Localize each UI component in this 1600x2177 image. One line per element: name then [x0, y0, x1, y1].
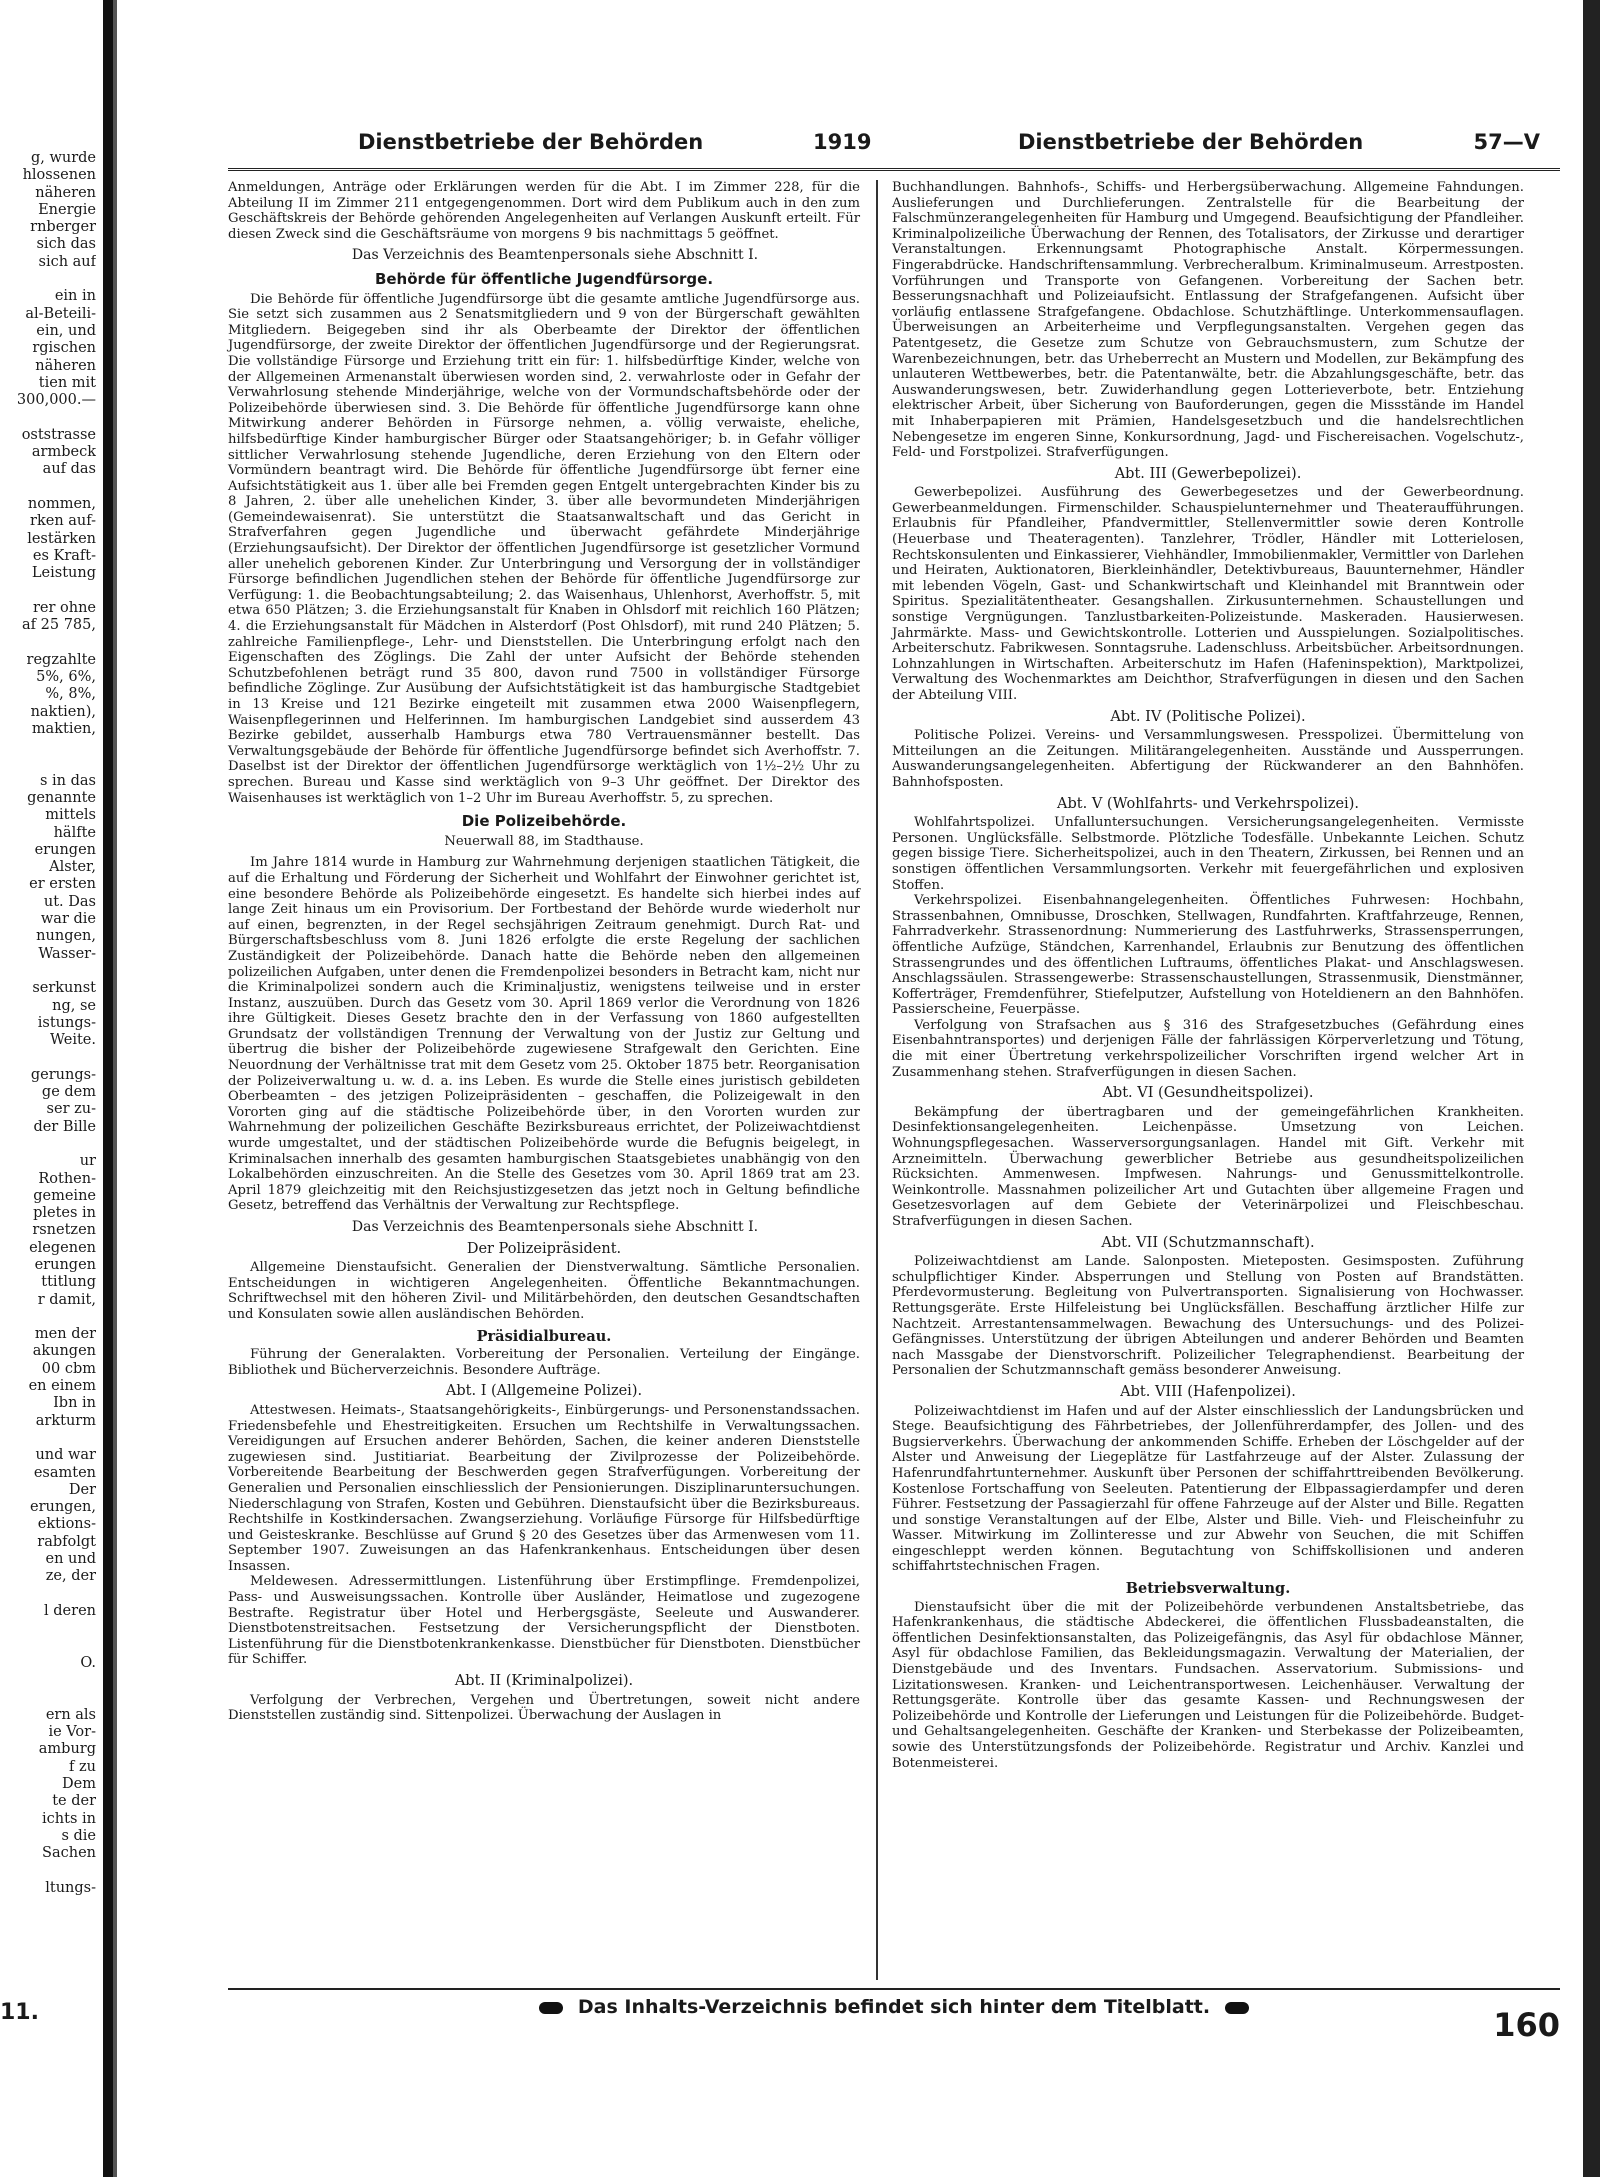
pointing-hand-icon	[539, 2002, 563, 2014]
fragment-line: r damit,	[37, 1291, 96, 1308]
adjacent-page-fragment	[0, 150, 96, 2020]
scan-edge-right	[1583, 0, 1600, 2177]
fragment-line: af 25 785,	[22, 617, 96, 634]
document-page	[228, 118, 1560, 2068]
fragment-line: Ibn in	[53, 1395, 96, 1412]
fragment-line: näheren	[35, 184, 96, 201]
fragment-line: ze, der	[45, 1568, 96, 1585]
fragment-line: Alster,	[49, 859, 96, 876]
paragraph: Die Behörde für öffentliche Jugendfürsorge übt die gesamte amtliche Jugendfürsorge aus. Sie setzt sich zusammen aus 2 Senatsmitgliedern und 9 von der Bürgerschaft gewählten Mitgliedern. Beigegeben sind ihr als Oberbeamte der Direktor der öffentlichen Jugendfürsorge, der zweite Direktor der öffentlichen Jugendfürsorge und der Regierungsrat. Die vollständige Fürsorge und Erziehung tritt ein für: 1. hilfsbedürftige Kinder, welche von der Allgemeinen Armenanstalt überwiesen worden sind, 2. verwahrloste oder in Gefahr der Verwahrlosung stehende Minderjährige, welche von der Vormundschaftsbehörde oder der Polizeibehörde überwiesen sind. 3. Die Behörde für öffentliche Jugendfürsorge kann ohne Mitwirkung anderer Behörden in Fürsorge nehmen, a. völlig verwaiste, eheliche, hilfsbedürftige Kinder hamburgischer Bürger oder Staatsangehöriger; b. in Gefahr völliger sittlicher Verwahrlosung stehende Jugendliche, deren Erziehung von den Eltern oder Vormündern beantragt wird. Die Behörde für öffentliche Jugendfürsorge übt ferner eine Aufsichtstätigkeit aus 1. über alle bei Fremden gegen Entgelt untergebrachten Kinder bis zu 8 Jahren, 2. über alle unehelichen Kinder, 3. über alle bevormundeten Minderjährigen (Gemeindewaisenrat). Sie unterstützt die Staatsanwaltschaft und das Gericht in Strafverfahren gegen Jugendliche und überwacht gefährdete Minderjährige (Erziehungsaufsicht). Der Direktor der öffentlichen Jugendfürsorge ist gesetzlicher Vormund aller unehelich geborenen Kinder. Zur Unterbringung und Versorgung der in vollständiger Fürsorge befindlichen Jugendlichen stehen der Behörde für öffentliche Jugendfürsorge zur Verfügung: 1. die Beobachtungsabteilung; 2. das Waisenhaus, Uhlenhorst, Averhoffstr. 5, mit etwa 650 Plätzen; 3. die Erziehungsanstalt für Knaben in Ohlsdorf mit reichlich 160 Plätzen; 4. die Erziehungsanstalt für Mädchen in Alsterdorf (Post Ohlsdorf), mit rund 240 Plätzen; 5. zahlreiche Familienpflege-, Lehr- und Dienststellen. Die Unterbringung erfolgt nach den Eigenschaften des Zöglings. Die Zahl der unter Aufsicht der Behörde stehenden Schutzbefohlenen beträgt rund 35 800, davon rund 7500 in vollständiger Fürsorge befindliche Zöglinge. Zur Ausübung der Aufsichtstätigkeit ist das hamburgische Stadtgebiet in 13 Kreise und 121 Bezirke eingeteilt mit zusammen etwa 2000 Waisenpflegern, Waisenpflegerinnen und Helferinnen. Im hamburgischen Landgebiet sind ausserdem 43 Bezirke gebildet, ausserhalb Hamburgs etwa 780 Vertrauensmänner bestellt. Das Verwaltungsgebäude der Behörde für öffentliche Jugendfürsorge befindet sich Averhoffstr. 7. Daselbst ist der Direktor der öffentlichen Jugendfürsorge werktäglich von 1½–2½ Uhr zu sprechen. Bureau und Kasse sind werktäglich von 9–3 Uhr geöffnet. Der Direktor des Waisenhauses ist werktäglich von 1–2 Uhr im Bureau Averhoffstr. 5, zu sprechen.	[228, 291, 860, 806]
fragment-line	[0, 1309, 96, 1326]
fragment-line: ektions-	[37, 1516, 96, 1533]
paragraph: Dienstaufsicht über die mit der Polizeibehörde verbundenen Anstaltsbetriebe, das Hafenkrankenhaus, die städtische Abdeckerei, die öffentlichen Flussbadeanstalten, die öffentlichen Desinfektionsanstalten, das Polizeigefängnis, das Asyl für obdachlose Männer, Asyl für obdachlose Familien, das Bekleidungsmagazin. Verwaltung der Materialien, der Dienstgebäude und des Inventars. Fundsachen. Asservatorium. Submissions- und Lizitationswesen. Kranken- und Leichentransportwesen. Leichenhäuser. Verwaltung der Rettungsgeräte. Kontrolle über das gesamte Kassen- und Rechnungswesen der Polizeibehörde und Kontrolle der Lieferungen und Leistungen für die Polizeibehörde. Budget- und Gehaltsangelegenheiten. Geschäfte der Kranken- und Sterbekasse der Polizeibeamten, sowie des Unterstützungsfonds der Polizeibehörde. Registratur und Archiv. Kanzlei und Botenmeisterei.	[892, 1599, 1524, 1771]
fragment-line: en einem	[28, 1378, 96, 1395]
header-left-title: Dienstbetriebe der Behörden	[358, 130, 704, 154]
column-divider	[876, 180, 878, 1980]
fragment-line: arkturm	[35, 1412, 96, 1429]
fragment-line: Rothen-	[38, 1170, 96, 1187]
fragment-line: ge dem	[41, 1084, 96, 1101]
subsection-heading: Abt. II (Kriminalpolizei).	[454, 1673, 634, 1690]
fragment-line: rer ohne	[32, 599, 96, 616]
fragment-line: men der	[34, 1326, 96, 1343]
fragment-line: der Bille	[33, 1118, 96, 1135]
fragment-line: 5%, 6%,	[36, 668, 96, 685]
fragment-line	[0, 1586, 96, 1603]
fragment-line: te der	[52, 1793, 96, 1810]
fragment-line	[0, 1430, 96, 1447]
fragment-line: gerungs-	[30, 1066, 96, 1083]
fragment-line: elegenen	[29, 1239, 96, 1256]
fragment-line: hlossenen	[22, 167, 96, 184]
right-column	[892, 180, 1524, 1771]
fragment-line: ur	[79, 1153, 96, 1170]
fragment-line: ut. Das	[43, 893, 96, 910]
fragment-line	[0, 1049, 96, 1066]
footer-note	[228, 1996, 1560, 2018]
header-page-number: 57—V	[1473, 130, 1540, 154]
subsection-heading: Abt. V (Wohlfahrts- und Verkehrspolizei).	[1057, 795, 1359, 812]
reference-note: Das Verzeichnis des Beamtenpersonals siehe Abschnitt I.	[351, 1219, 759, 1235]
fragment-line: rabfolgt	[37, 1533, 96, 1550]
subsection-heading: Abt. I (Allgemeine Polizei).	[445, 1383, 643, 1400]
fragment-line: rnberger	[30, 219, 96, 236]
fragment-line: ttitlung	[41, 1274, 96, 1291]
page-header	[228, 130, 1560, 166]
footer-rule	[228, 1988, 1560, 1990]
fragment-line: Der	[68, 1481, 96, 1498]
section-heading: Behörde für öffentliche Jugendfürsorge.	[374, 269, 714, 288]
fragment-line: Leistung	[31, 565, 96, 582]
fragment-line: rsnetzen	[32, 1222, 96, 1239]
header-year: 1919	[813, 130, 872, 154]
paragraph: Wohlfahrtspolizei. Unfalluntersuchungen. Versicherungsangelegenheiten. Vermisste Personen. Unglücksfälle. Selbstmorde. Plötzliche Todesfälle. Unbekannte Leichen. Schutz gegen bissige Tiere. Sicherheitspolizei, auch in den Theatern, Zirkussen, bei Rennen und an sonstigen öffentlichen Versammlungsorten. Verkehr mit feuergefährlichen und explosiven Stoffen.	[892, 815, 1524, 893]
fragment-line: mittels	[45, 807, 96, 824]
paragraph: Führung der Generalakten. Vorbereitung der Personalien. Verteilung der Eingänge. Bibliothek und Bücherverzeichnis. Besondere Aufträge.	[228, 1347, 860, 1378]
fragment-line: amburg	[38, 1741, 96, 1758]
section-heading: Die Polizeibehörde.	[461, 812, 627, 831]
fragment-line	[0, 634, 96, 651]
fragment-line	[0, 409, 96, 426]
fragment-line: s in das	[39, 772, 96, 789]
paragraph: Anmeldungen, Anträge oder Erklärungen werden für die Abt. I im Zimmer 228, für die Abteilung II im Zimmer 211 entgegengenommen. Dort wird dem Publikum auch in den zum Geschäftskreis der Behörde gehörenden Angelegenheiten auf Verlangen Auskunft erteilt. Für diesen Zweck sind die Geschäftsräume von morgens 9 bis nachmittags 5 geöffnet.	[228, 180, 860, 242]
fragment-line: und war	[35, 1447, 96, 1464]
fragment-line: tien mit	[38, 374, 96, 391]
fragment-line	[0, 755, 96, 772]
paragraph: Verkehrspolizei. Eisenbahnangelegenheiten. Öffentliches Fuhrwesen: Hochbahn, Strassenbahnen, Omnibusse, Droschken, Stellwagen, Rundfahrten. Kraftfahrzeuge, Rennen, Fahrradverkehr. Strassenordnung: Nummerierung des Lastfuhrwerks, Strassensperrungen, öffentliche Aufzüge, Ständchen, Karrenhandel, Erlaubnis zur Benutzung des öffentlichen Strassengrundes und des öffentlichen Luftraums, öffentliches Plakat- und Anschlagswesen. Anschlagssäulen. Strassengewerbe: Strassenschaustellungen, Strassenmusik, Dienstmänner, Kofferträger, Fremdenführer, Stiefelputzer, Aufstellung von Hoteldienern an den Bahnhöfen. Passierscheine, Feuerpässe.	[892, 893, 1524, 1018]
fragment-line: es Kraft-	[32, 547, 96, 564]
fragment-line: s die	[61, 1827, 96, 1844]
paragraph: Buchhandlungen. Bahnhofs-, Schiffs- und Herbergsüberwachung. Allgemeine Fahndungen. Auslieferungen und Durchlieferungen. Zentralstelle für die Bearbeitung der Falschmünzerangelegenheiten für Hamburg und Umgegend. Beaufsichtigung der Pfandleiher. Kriminalpolizeiliche Überwachung der Rennen, des Totalisators, der Zirkusse und derartiger Veranstaltungen. Erkennungsamt Photographische Anstalt. Körpermessungen. Fingerabdrücke. Handschriftensammlung. Verbrecheralbum. Kriminalmuseum. Arrestposten. Vorführungen und Transporte von Gefangenen. Vorbereitung der Sachen betr. Besserungsnachhaft und Polizeiaufsicht. Entlassung der Strafgefangenen. Aufsicht über vorläufig entlassene Strafgefangene. Obdachlose. Schutzhäftlinge. Unterkommensauflagen. Überweisungen an Arbeiterheime und Verpflegungsanstalten. Vergehen gegen das Patentgesetz, die Gesetze zum Schutze von Gebrauchsmustern, zum Schutze der Warenbezeichnungen, betr. das Urheberrecht an Mustern und Modellen, zur Bekämpfung des unlauteren Wettbewerbes, betr. die Patentanwälte, betr. die Abzahlungsgeschäfte, betr. das Auswanderungswesen, betr. Zuwiderhandlung gegen Lotterieverbote, betr. Entziehung elektrischer Arbeit, über Sicherung von Bauforderungen, gegen die Missstände im Handel mit Inhaberpapieren mit Prämien, Handelsgesetzbuch und die handelsrechtlichen Nebengesetze im engeren Sinne, Konkursordnung, Jagd- und Fischereisachen. Vogelschutz-, Feld- und Forstpolizei. Strafverfügungen.	[892, 180, 1524, 461]
fragment-line: armbeck	[31, 444, 96, 461]
footer-text: Das Inhalts-Verzeichnis befindet sich hinter dem Titelblatt.	[577, 1996, 1211, 2018]
fragment-line: ein, und	[36, 322, 96, 339]
subsection-heading: Abt. VII (Schutzmannschaft).	[1101, 1234, 1315, 1251]
paragraph: Gewerbepolizei. Ausführung des Gewerbegesetzes und der Gewerbeordnung. Gewerbeanmeldungen. Firmenschilder. Schauspielunternehmer und Theateraufführungen. Erlaubnis für Pfandleiher, Pfandvermittler, Stellenvermittler sowie deren Kontrolle (Heuerbase und Theateragenten). Tanzlehrer, Trödler, Händler mit Lotterielosen, Rechtskonsulenten und Einkassierer, Viehhändler, Immobilienmakler, Vermittler von Darlehen und Heiraten, Auktionatoren, Bierkleinhändler, Detektivbureaus, Bauunternehmer, Händler mit lebenden Vögeln, Gast- und Schankwirtschaft und Kleinhandel mit Branntwein oder Spiritus. Spezialitätentheater. Gesangshallen. Zirkusunternehmen. Schaustellungen und sonstige Vergnügungen. Tanzlustbarkeiten-Polizeistunde. Maskeraden. Hausierwesen. Jahrmärkte. Mass- und Gewichtskontrolle. Lotterien und Ausspielungen. Sozialpolitisches. Arbeiterschutz. Fabrikwesen. Sonntagsruhe. Ladenschluss. Arbeitsbücher. Arbeitsordnungen. Lohnzahlungen in Wirtschaften. Arbeiterschutz im Hafen (Hafeninspektion), Marktpolizei, Verwaltung des Wochenmarktes am Deichthor, Strafverfügungen in diesen und den Sachen der Abteilung VIII.	[892, 485, 1524, 703]
fragment-line: en und	[45, 1551, 96, 1568]
fragment-line: 300,000.—	[16, 392, 96, 409]
paragraph: Allgemeine Dienstaufsicht. Generalien der Dienstverwaltung. Sämtliche Personalien. Entscheidungen in wichtigeren Angelegenheiten. Öffentliche Bekanntmachungen. Schriftwechsel mit den höheren Zivil- und Militärbehörden, den deutschen Gesandtschaften und Konsulaten sowie allen ausländischen Behörden.	[228, 1260, 860, 1322]
fragment-line	[0, 963, 96, 980]
fragment-line: auf das	[42, 461, 96, 478]
pointing-hand-icon	[1225, 2002, 1249, 2014]
address-line: Neuerwall 88, im Stadthause.	[444, 833, 644, 849]
subsection-heading: Abt. VI (Gesundheitspolizei).	[1102, 1085, 1314, 1102]
fragment-line: l deren	[44, 1602, 96, 1619]
subsection-heading: Betriebsverwaltung.	[1125, 1580, 1291, 1598]
scan-gutter-left	[103, 0, 113, 2177]
fragment-line: Wasser-	[38, 945, 96, 962]
fragment-line: esamten	[33, 1464, 96, 1481]
fragment-line: erungen,	[29, 1499, 96, 1516]
fragment-line: ser zu-	[46, 1101, 96, 1118]
fragment-line: g, wurde	[30, 150, 96, 166]
fragment-line: genannte	[27, 789, 96, 806]
fragment-line: ern als	[45, 1706, 96, 1723]
fragment-line	[0, 1136, 96, 1153]
subsection-heading: Abt. IV (Politische Polizei).	[1110, 708, 1306, 725]
paragraph: Politische Polizei. Vereins- und Versammlungswesen. Presspolizei. Übermittelung von Mitteilungen an die Zeitungen. Militärangelegenheiten. Ausstände und Aussperrungen. Auswanderungsangelegenheiten. Abfertigung der Rückwanderer an den Bahnhöfen. Bahnhofsposten.	[892, 728, 1524, 790]
paragraph: Meldewesen. Adressermittlungen. Listenführung über Erstimpflinge. Fremdenpolizei, Pass- und Ausweisungssachen. Kontrolle über Ausländer, Heimatlose und zugezogene Bestrafte. Registratur über Hotel und Herbergsgäste, Seeleute und Auswanderer. Dienstbotenstreitsachen. Festsetzung der Versicherungspflicht der Dienstboten. Listenführung für die Dienstbotenkrankenkasse. Dienstbücher für Dienstboten. Dienstbücher für Schiffer.	[228, 1574, 860, 1668]
fragment-line: Energie	[38, 201, 96, 218]
paragraph: Attestwesen. Heimats-, Staatsangehörigkeits-, Einbürgerungs- und Personenstandssachen. Friedensbefehle und Ehestreitigkeiten. Ersuchen um Rechtshilfe in Verwaltungssachen. Vereidigungen auf Ersuchen anderer Behörden, Sachen, die keiner anderen Dienststelle zugewiesen sind. Justitiariat. Bearbeitung der Zivilprozesse der Polizeibehörde. Vorbereitende Bearbeitung der Beschwerden gegen Strafverfügungen. Vorbereitung der Generalien und Personalien einschliesslich der Pensionierungen. Disziplinaruntersuchungen. Niederschlagung von Strafen, Kosten und Gebühren. Dienstaufsicht über die Bezirksbureaus. Rechtshilfe in Kostkindersachen. Zwangserziehung. Vorläufige Fürsorge für Hilfsbedürftige und Geisteskranke. Beschlüsse auf Grund § 20 des Gesetzes über das Armenwesen vom 11. September 1907. Zuweisungen an das Hafenkrankenhaus. Entscheidungen über desen Insassen.	[228, 1402, 860, 1574]
fragment-line	[0, 738, 96, 755]
fragment-line: ein in	[54, 288, 96, 305]
fragment-line: sich auf	[38, 253, 96, 270]
fragment-line: oststrasse	[21, 426, 96, 443]
fragment-line	[0, 1862, 96, 1879]
fragment-line	[0, 1689, 96, 1706]
fragment-line: akungen	[32, 1343, 96, 1360]
fragment-line	[0, 1638, 96, 1655]
fragment-line	[0, 479, 96, 496]
fragment-line: ie Vor-	[48, 1724, 96, 1741]
fragment-line	[0, 582, 96, 599]
left-column	[228, 180, 860, 1724]
fragment-line: Dem	[62, 1775, 96, 1792]
fragment-line: sich das	[36, 236, 96, 253]
paragraph: Verfolgung der Verbrechen, Vergehen und Übertretungen, soweit nicht andere Dienststellen zuständig sind. Sittenpolizei. Überwachung der Auslagen in	[228, 1692, 860, 1724]
fragment-line: pletes in	[33, 1205, 96, 1222]
fragment-line: ltungs-	[45, 1879, 96, 1896]
fragment-line: %, 8%,	[45, 686, 96, 703]
fragment-line: hälfte	[53, 824, 96, 841]
fragment-line: 00 cbm	[41, 1360, 96, 1377]
subsection-heading: Der Polizeipräsident.	[466, 1240, 622, 1257]
fragment-line: maktien,	[31, 720, 96, 737]
fragment-line: lestärken	[27, 530, 96, 547]
fragment-line: gemeine	[33, 1187, 96, 1204]
fragment-line: er ersten	[29, 876, 96, 893]
fragment-line: O.	[80, 1654, 96, 1671]
fragment-line	[0, 1620, 96, 1637]
fragment-line	[0, 271, 96, 288]
fragment-line: al-Beteili-	[25, 305, 96, 322]
fragment-line: ichts in	[42, 1810, 96, 1827]
header-rule	[228, 168, 1560, 174]
fragment-line: Weite.	[50, 1032, 96, 1049]
fragment-line: erungen	[34, 841, 96, 858]
fragment-line: rken auf-	[30, 513, 96, 530]
paragraph: Polizeiwachtdienst am Lande. Salonposten. Mieteposten. Gesimsposten. Zuführung schulpflichtiger Kinder. Absperrungen und Stellung von Posten auf Brandstätten. Pferdevormusterung. Begleitung von Pulvertransporten. Signalisierung von Hochwasser. Rettungsgeräte. Erste Hilfeleistung bei Unglücksfällen. Beschaffung ärztlicher Hilfe zur Nachtzeit. Arrestantensammelwagen. Bewachung des Untersuchungs- und des Polizei-Gefängnisses. Unterstützung der übrigen Abteilungen und anderer Behörden und Beamten nach Massgabe der Dienstvorschrift. Polizeilicher Telegraphendienst. Bearbeitung der Personalien der Schutzmannschaft gemäss besonderer Anweisung.	[892, 1254, 1524, 1379]
header-right-title: Dienstbetriebe der Behörden	[1018, 130, 1364, 154]
fragment-line: naktien),	[30, 703, 96, 720]
fragment-line: näheren	[35, 357, 96, 374]
fragment-line: nommen,	[27, 495, 96, 512]
fragment-line: istungs-	[37, 1014, 96, 1031]
fragment-line: erungen	[34, 1257, 96, 1273]
fragment-line: rgischen	[32, 340, 96, 357]
fragment-line: war die	[40, 911, 96, 928]
adjacent-page-number: 11.	[0, 2000, 39, 2025]
fragment-line: nungen,	[36, 928, 96, 945]
fragment-line: ng, se	[52, 997, 96, 1014]
fragment-line: regzahlte	[26, 651, 96, 668]
paragraph: Verfolgung von Strafsachen aus § 316 des Strafgesetzbuches (Gefährdung eines Eisenbahntransportes) und derjenigen Fälle der fahrlässigen Körperverletzung und Tötung, die mit einer Übertretung verkehrspolizeilicher Vorschriften irgend welcher Art in Zusammenhang stehen. Strafverfügungen in diesen Sachen.	[892, 1017, 1524, 1080]
fragment-line: serkunst	[32, 980, 96, 997]
subsection-heading: Abt. VIII (Hafenpolizei).	[1120, 1383, 1296, 1400]
fragment-line	[0, 1672, 96, 1689]
paragraph: Polizeiwachtdienst im Hafen und auf der Alster einschliesslich der Landungsbrücken und Stege. Beaufsichtigung des Fährbetriebes, der Jollenführerdampfer, des Jollen- und des Bugsierverkehrs. Überwachung der ankommenden Schiffe. Erheben der Löschgelder auf der Alster und Anweisung der Liegeplätze für Lastfahrzeuge auf der Alster. Zulassung der Hafenrundfahrtunternehmer. Auskunft über Personen der schiffahrttreibenden Bevölkerung. Kostenlose Fortschaffung von Seeleuten. Patentierung der Elbpassagierdampfer und deren Führer. Festsetzung der Passagierzahl für offene Fahrzeuge auf der Alster und Bille. Regatten und sonstige Veranstaltungen auf der Elbe, Alster und Bille. Vieh- und Fleischeinfuhr zu Wasser. Mitwirkung im Zollinteresse und zur Abwehr von Seuchen, die mit Schiffen eingeschleppt werden können. Begutachtung von Schiffskollisionen und anderen schiffahrtstechnischen Fragen.	[892, 1403, 1524, 1575]
subsection-heading: Präsidialbureau.	[476, 1327, 612, 1345]
reference-note: Das Verzeichnis des Beamtenpersonals siehe Abschnitt I.	[351, 247, 759, 264]
subsection-heading: Abt. III (Gewerbepolizei).	[1114, 465, 1302, 482]
fragment-line: f zu	[69, 1758, 96, 1775]
fragment-line: Sachen	[42, 1845, 96, 1862]
paragraph: Bekämpfung der übertragbaren und der gemeingefährlichen Krankheiten. Desinfektionsangelegenheiten. Leichenpässe. Umsetzung von Leichen. Wohnungspflegesachen. Wasserversorgungsanlagen. Handel mit Gift. Verkehr mit Arzneimitteln. Überwachung gewerblicher Betriebe aus gesundheitspolizeilichen Rücksichten. Ammenwesen. Impfwesen. Nahrungs- und Genussmittelkontrolle. Weinkontrolle. Massnahmen polizeilicher Art und Gutachten über allgemeine Fragen und Gesetzesvorlagen auf dem Gebiete der Veterinärpolizei und Fleischbeschau. Strafverfügungen in diesen Sachen.	[892, 1104, 1524, 1229]
sheet-number: 160	[1493, 2006, 1560, 2044]
scan-gutter-shadow	[113, 0, 117, 2177]
paragraph: Im Jahre 1814 wurde in Hamburg zur Wahrnehmung derjenigen staatlichen Tätigkeit, die auf die Erhaltung und Förderung der Sicherheit und Wohlfahrt der Einwohner gerichtet ist, eine besondere Behörde als Polizeibehörde eingesetzt. Es handelte sich hierbei indes auf lange Zeit hinaus um ein Provisorium. Der Fortbestand der Behörde wurde wiederholt nur auf einen, begrenzten, in der Regel sechsjährigen Zeitraum genehmigt. Durch Rat- und Bürgerschaftsbeschluss vom 8. Juni 1826 erfolgte die erste Regelung der sachlichen Zuständigkeit der Polizeibehörde. Danach hatte die Behörde neben den allgemeinen polizeilichen Aufgaben, unter denen die Fremdenpolizei besonders in Betracht kam, nicht nur die Kriminalpolizei sondern auch die Kriminaljustiz, wenigstens teilweise und in erster Instanz, auszuüben. Durch das Gesetz vom 30. April 1869 verlor die Verordnung von 1826 ihre Gültigkeit. Dieses Gesetz brachte den in der Verfassung von 1860 aufgestellten Grundsatz der vollständigen Trennung der Verwaltung von der Justiz zur Geltung und übertrug die bisher der Polizeibehörde zugewiesene Strafgewalt den Gerichten. Eine Neuordnung der Verhältnisse trat mit dem Gesetz vom 25. Oktober 1875 betr. Reorganisation der Polizeiverwaltung u. w. d. a. ins Leben. Es wurde die Stelle eines juristisch gebildeten Oberbeamten – des jetzigen Polizeipräsidenten – geschaffen, die Polizeigewalt in den Vororten ging auf die städtische Polizeibehörde über, in den Vororten wurden zur Wahrnehmung der polizeilichen Geschäfte Bezirksbureaus errichtet, der Polizeiwachtdienst wurde umgestaltet, und der städtischen Polizeibehörde wurde die Befugnis beigelegt, in Kriminalsachen innerhalb des gesamten hamburgischen Staatsgebietes unabhängig von den Lokalbehörden einzuschreiten. An die Stelle des Gesetzes vom 30. April 1869 trat am 23. April 1879 gleichzeitig mit den Reichsjustizgesetzen das jetzt noch in Geltung befindliche Gesetz, betreffend das Verhältnis der Verwaltung zur Rechtspflege.	[228, 855, 860, 1214]
